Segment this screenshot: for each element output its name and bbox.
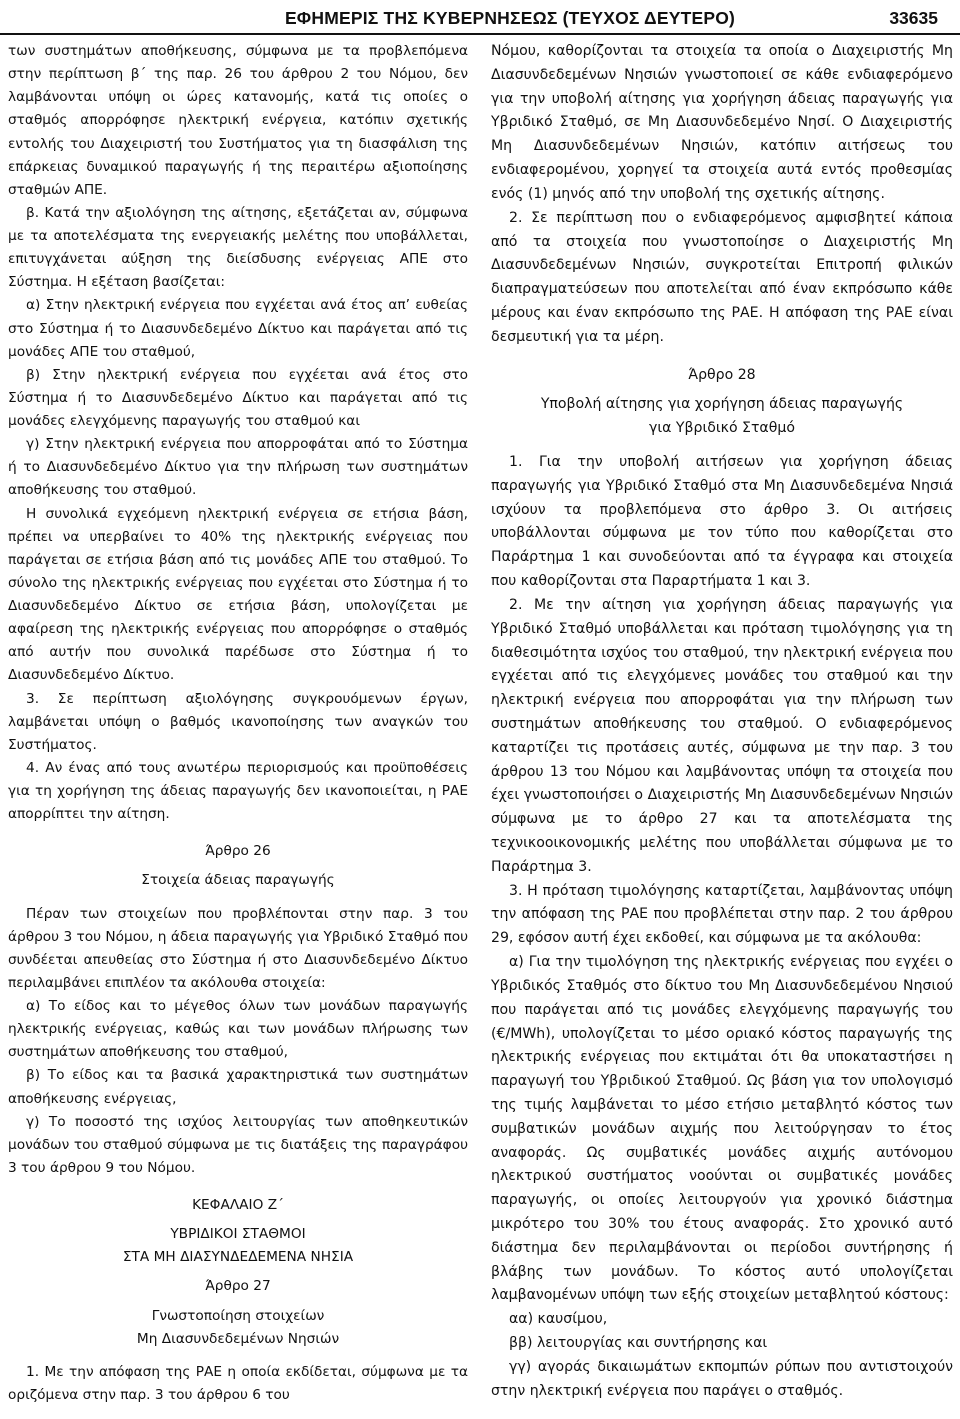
article-title: Μη Διασυνδεδεμένων Νησιών <box>136 1330 340 1347</box>
article-heading: Άρθρο 27 <box>205 1278 271 1295</box>
article-title: για Υβριδικό Σταθμό <box>649 420 795 437</box>
paragraph: β) Στην ηλεκτρική ενέργεια που εγχέεται ανά έτος στο Σύστημα ή το Διασυνδεδεμένο Δίκτυο και παράγεται από τις μονάδες ελεγχόμενης παραγωγής του σταθμού και <box>8 366 468 429</box>
paragraph: γ) Στην ηλεκτρική ενέργεια που απορροφάται από το Σύστημα ή το Διασυνδεδεμένο Δίκτυο για την πλήρωση των συστημάτων αποθήκευσης του σταθμού. <box>8 436 468 499</box>
article-title: Στοιχεία άδειας παραγωγής <box>141 872 335 889</box>
paragraph: α) Στην ηλεκτρική ενέργεια που εγχέεται ανά έτος απ’ ευθείας στο Σύστημα ή το Διασυνδεδεμένο Δίκτυο και παράγεται από τις μονάδες ΑΠΕ του σταθμού, <box>8 297 468 360</box>
chapter-title: ΥΒΡΙΔΙΚΟΙ ΣΤΑΘΜΟΙ <box>170 1226 306 1243</box>
article-title: Υποβολή αίτησης για χορήγηση άδειας παραγωγής <box>540 396 904 413</box>
paragraph: Πέραν των στοιχείων που προβλέπονται στην παρ. 3 του άρθρου 3 του Νόμου, η άδεια παραγωγής για Υβριδικό Σταθμό που συνδέεται απευθείας στο Σύστημα ή στο Διασυνδεδεμένο Δίκτυο περιλαμβάνει επιπλέον τα ακόλουθα στοιχεία: <box>8 905 468 991</box>
paragraph: γ) Το ποσοστό της ισχύος λειτουργίας των αποθηκευτικών μονάδων του σταθμού σύμφωνα με τις διατάξεις της παραγράφου 3 του άρθρου 9 του Νόμου. <box>8 1113 468 1176</box>
paragraph: 2. Με την αίτηση για χορήγηση άδειας παραγωγής για Υβριδικό Σταθμό υποβάλλεται και πρόταση τιμολόγησης για τη διαθεσιμότητα ισχύος του σταθμού, την ηλεκτρική ενέργεια που εγχέεται από τις ελεγχόμενες μονάδες του σταθμού και την ηλεκτρική ενέργεια που απορροφάται για την πλήρωση των συστημάτων αποθήκευσης του σταθμού. Ο ενδιαφερόμενος καταρτίζει τις προτάσεις αυτές, σύμφωνα με την παρ. 3 του άρθρου 13 του Νόμου και λαμβάνοντας υπόψη τα στοιχεία που έχει γνωστοποιήσει ο Διαχειριστής Μη Διασυνδεδεμένων Νησιών σύμφωνα με το άρθρο 27 και τα αποτελέσματα της τεχνικοοικονομικής μελέτης που υποβάλλεται σύμφωνα με το Παράρτημα 3. <box>491 596 953 875</box>
chapter-title: ΣΤΑ ΜΗ ΔΙΑΣΥΝΔΕΔΕΜΕΝΑ ΝΗΣΙΑ <box>122 1249 354 1266</box>
paragraph: 4. Αν ένας από τους ανωτέρω περιορισμούς και προϋποθέσεις για τη χορήγηση της άδειας παραγωγής δεν ικανοποιείται, η ΡΑΕ απορρίπτει την αίτηση. <box>8 759 468 823</box>
page-header <box>0 0 960 34</box>
paragraph: β. Κατά την αξιολόγηση της αίτησης, εξετάζεται αν, σύμφωνα με τα αποτελέσματα της ενεργειακής μελέτης που υποβάλλεται, επιτυγχάνεται αύξηση της διείσδυσης ενέργειας ΑΠΕ στο Σύστημα. Η εξέταση βασίζεται: <box>8 204 468 291</box>
article-heading: Άρθρο 26 <box>205 843 271 860</box>
article-title: Γνωστοποίηση στοιχείων <box>151 1307 325 1324</box>
gazette-title: ΕΦΗΜΕΡΙΣ ΤΗΣ ΚΥΒΕΡΝΗΣΕΩΣ (ΤΕΥΧΟΣ ΔΕΥΤΕΡΟ) <box>284 8 736 28</box>
page-number: 33635 <box>889 8 938 28</box>
paragraph: 2. Σε περίπτωση που ο ενδιαφερόμενος αμφισβητεί κάποια από τα στοιχεία που γνωστοποίησε ο Διαχειριστής Μη Διασυνδεδεμένων Νησιών, συγκροτείται Επιτροπή φιλικών διαπραγματεύσεων που αποτελείται από έναν εκπρόσωπο κάθε μέρους και έναν εκπρόσωπο της ΡΑΕ. Η απόφαση της ΡΑΕ είναι δεσμευτική για τα μέρη. <box>491 209 953 345</box>
paragraph: α) Το είδος και το μέγεθος όλων των μονάδων παραγωγής ηλεκτρικής ενέργειας, καθώς και των μονάδων πλήρωσης των συστημάτων αποθήκευσης του σταθμού, <box>8 998 468 1061</box>
paragraph: Νόμου, καθορίζονται τα στοιχεία τα οποία ο Διαχειριστής Μη Διασυνδεδεμένων Νησιών γνωστοποιεί σε κάθε ενδιαφερόμενο για την υποβολή αίτησης για χορήγηση άδειας παραγωγής για Υβριδικό Σταθμό, σε Μη Διασυνδεδεμένο Νησί. Ο Διαχειριστής Μη Διασυνδεδεμένων Νησιών, κατόπιν αιτήσεως του ενδιαφερομένου, χορηγεί τα στοιχεία αυτά εντός προθεσμίας ενός (1) μηνός από την υποβολή της σχετικής αίτησης. <box>491 43 953 202</box>
paragraph: αα) καυσίμου, <box>509 1311 608 1328</box>
paragraph: 1. Για την υποβολή αιτήσεων για χορήγηση άδειας παραγωγής για Υβριδικό Σταθμό στα Μη Διασυνδεδεμένα Νησιά ισχύουν τα προβλεπόμενα στο άρθρο 3. Οι αιτήσεις υποβάλλονται σύμφωνα με τον τύπο που καθορίζεται στο Παράρτημα 1 και συνοδεύονται από τα έγγραφα και στοιχεία που καθορίζονται στα Παραρτήματα 1 και 3. <box>491 454 953 590</box>
paragraph: Η συνολικά εγχεόμενη ηλεκτρική ενέργεια σε ετήσια βάση, πρέπει να υπερβαίνει το 40% της ηλεκτρικής ενέργειας που παράγεται σε ετήσια βάση από τις μονάδες ΑΠΕ του σταθμού. Το σύνολο της ηλεκτρικής ενέργειας που εγχέεται στο Σύστημα ή το Διασυνδεδεμένο Δίκτυο σε ετήσια βάση, υπολογίζεται με αφαίρεση της ηλεκτρικής ενέργειας που απορρόφησε ο σταθμός από αυτήν που συνολικά παρέδωσε στο Σύστημα ή το Διασυνδεδεμένο Δίκτυο. <box>8 505 468 684</box>
right-column <box>491 40 953 1404</box>
paragraph: των συστημάτων αποθήκευσης, σύμφωνα με τα προβλεπόμενα στην περίπτωση β΄ της παρ. 26 του άρθρου 2 του Νόμου, δεν λαμβάνονται υπόψη οι ώρες κατανομής, κατά τις οποίες ο σταθμός απορρόφησε ηλεκτρική ενέργεια, κατόπιν σχετικής εντολής του Διαχειριστή του Συστήματος για τη διασφάλιση της επάρκειας δυναμικού παραγωγής ή της περαιτέρω αξιοποίησης σταθμών ΑΠΕ. <box>8 43 468 198</box>
chapter-heading: ΚΕΦΑΛΑΙΟ Ζ΄ <box>192 1197 284 1213</box>
paragraph: 3. Σε περίπτωση αξιολόγησης συγκρουόμενων έργων, λαμβάνεται υπόψη ο βαθμός ικανοποίησης των αναγκών του Συστήματος. <box>8 690 468 753</box>
left-column <box>8 40 468 1407</box>
paragraph: 1. Με την απόφαση της ΡΑΕ η οποία εκδίδεται, σύμφωνα με τα οριζόμενα στην παρ. 3 του άρθρου 6 του <box>8 1363 468 1403</box>
header-rule <box>0 33 960 35</box>
paragraph: α) Για την τιμολόγηση της ηλεκτρικής ενέργειας που εγχέει ο Υβριδικός Σταθμός στο δίκτυο του Μη Διασυνδεδεμένου Νησιού που παράγεται από τις μονάδες ελεγχόμενης παραγωγής του (€/MWh), υπολογίζεται το μέσο οριακό κόστος παραγωγής της ηλεκτρικής ενέργειας που εκτιμάται ότι θα υποκαταστήσει η παραγωγή του Υβριδικού Σταθμού. Ως βάση για τον υπολογισμό της τιμής λαμβάνεται το μέσο ετήσιο μεταβλητό κόστος των συμβατικών μονάδων αιχμής που λειτούργησαν το έτος αναφοράς. Ως συμβατικές μονάδες αιχμής αυτόνομου ηλεκτρικού συστήματος νοούνται οι συμβατικές μονάδες παραγωγής, οι οποίες λειτουργούν για χρονικό διάστημα μικρότερο του 30% του έτους αναφοράς. Στο χρονικό αυτό διάστημα δεν περιλαμβάνονται οι περίοδοι συντήρησης ή βλάβης των μονάδων. Το κόστος αυτό υπολογίζεται λαμβανομένων υπόψη των εξής στοιχείων μεταβλητού κόστους: <box>491 954 953 1304</box>
paragraph: β) Το είδος και τα βασικά χαρακτηριστικά των συστημάτων αποθήκευσης ενέργειας, <box>8 1067 468 1107</box>
paragraph: γγ) αγοράς δικαιωμάτων εκπομπών ρύπων που αντιστοιχούν στην ηλεκτρική ενέργεια που παράγει ο σταθμός. <box>491 1358 953 1399</box>
article-heading: Άρθρο 28 <box>688 366 756 383</box>
paragraph: 3. Η πρόταση τιμολόγησης καταρτίζεται, λαμβάνοντας υπόψη την απόφαση της ΡΑΕ που προβλέπεται στην παρ. 2 του άρθρου 29, εφόσον αυτή έχει εκδοθεί, και σύμφωνα με τα ακόλουθα: <box>491 882 953 947</box>
paragraph: ββ) λειτουργίας και συντήρησης και <box>509 1335 768 1352</box>
